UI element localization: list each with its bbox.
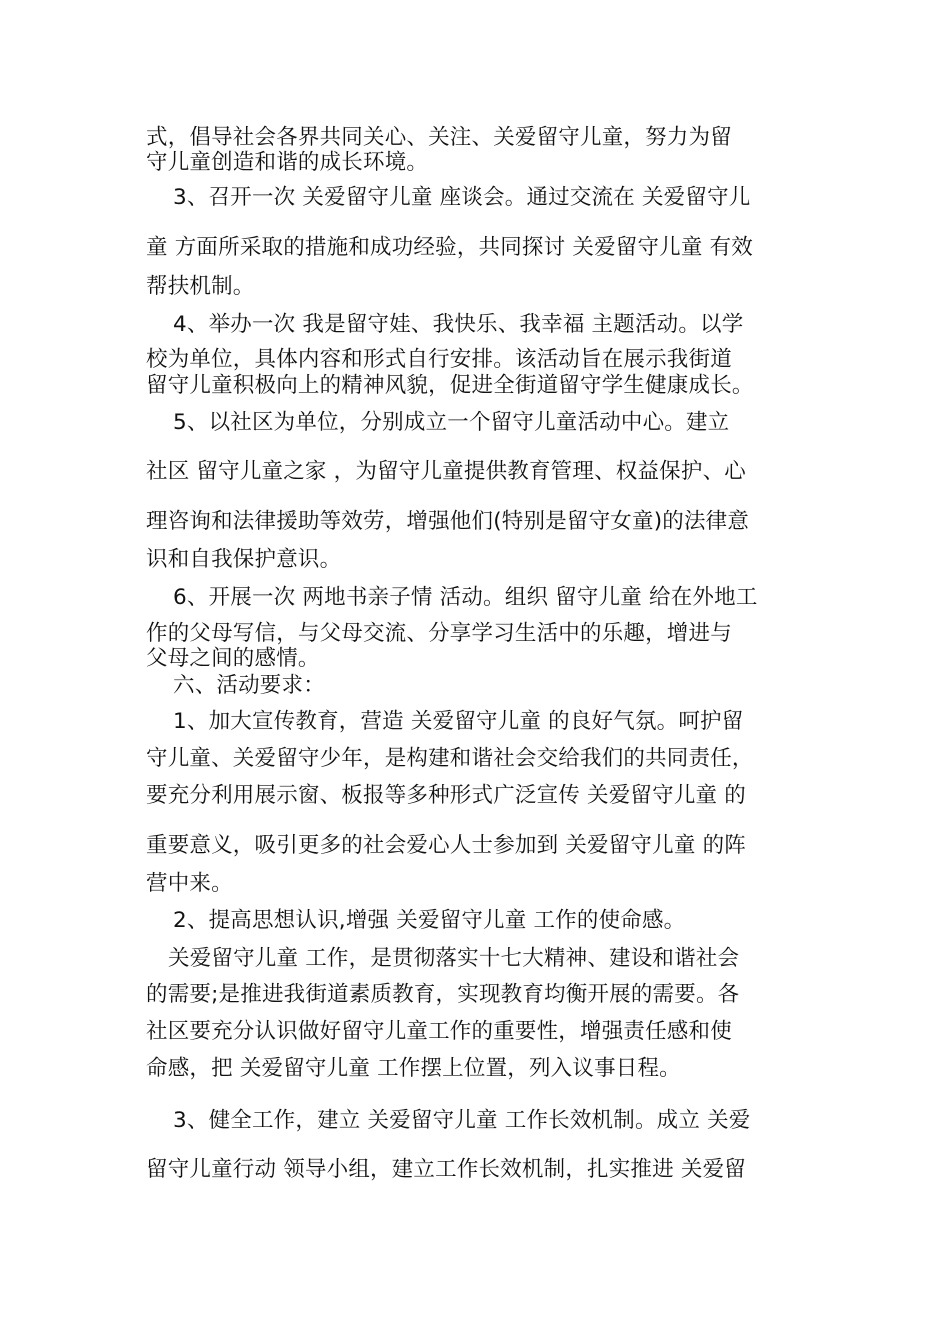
text-line: 识和自我保护意识。 bbox=[146, 547, 342, 572]
text-line: 帮扶机制。 bbox=[146, 274, 255, 299]
text-line: 6、开展一次 两地书亲子情 活动。组织 留守儿童 给在外地工 bbox=[173, 585, 758, 610]
text-line: 社区要充分认识做好留守儿童工作的重要性，增强责任感和使 bbox=[146, 1019, 732, 1044]
text-line: 营中来。 bbox=[146, 871, 233, 896]
text-line: 3、健全工作，建立 关爱留守儿童 工作长效机制。成立 关爱 bbox=[173, 1108, 751, 1133]
text-line: 守儿童、关爱留守少年，是构建和谐社会交给我们的共同责任， bbox=[146, 746, 754, 771]
text-line: 式，倡导社会各界共同关心、关注、关爱留守儿童，努力为留 bbox=[146, 125, 732, 150]
section-heading: 六、活动要求： bbox=[173, 673, 325, 698]
text-line: 重要意义，吸引更多的社会爱心人士参加到 关爱留守儿童 的阵 bbox=[146, 833, 746, 858]
text-line: 的需要;是推进我街道素质教育，实现教育均衡开展的需要。各 bbox=[146, 982, 740, 1007]
text-line: 5、以社区为单位，分别成立一个留守儿童活动中心。建立 bbox=[173, 410, 730, 435]
text-line: 要充分利用展示窗、板报等多种形式广泛宣传 关爱留守儿童 的 bbox=[146, 783, 746, 808]
text-line: 守儿童创造和谐的成长环境。 bbox=[146, 150, 429, 175]
text-line: 2、提高思想认识,增强 关爱留守儿童 工作的使命感。 bbox=[173, 908, 686, 933]
text-line: 留守儿童积极向上的精神风貌，促进全街道留守学生健康成长。 bbox=[146, 373, 754, 398]
text-line: 父母之间的感情。 bbox=[146, 646, 320, 671]
text-line: 理咨询和法律援助等效劳，增强他们(特别是留守女童)的法律意 bbox=[146, 509, 750, 534]
text-line: 关爱留守儿童 工作，是贯彻落实十七大精神、建设和谐社会 bbox=[168, 946, 740, 971]
text-line: 童 方面所采取的措施和成功经验，共同探讨 关爱留守儿童 有效 bbox=[146, 235, 754, 260]
text-line: 社区 留守儿童之家 ，为留守儿童提供教育管理、权益保护、心 bbox=[146, 459, 746, 484]
text-line: 留守儿童行动 领导小组，建立工作长效机制，扎实推进 关爱留 bbox=[146, 1157, 746, 1182]
text-line: 3、召开一次 关爱留守儿童 座谈会。通过交流在 关爱留守儿 bbox=[173, 185, 751, 210]
text-line: 校为单位，具体内容和形式自行安排。该活动旨在展示我街道 bbox=[146, 347, 732, 372]
text-line: 作的父母写信，与父母交流、分享学习生活中的乐趣，增进与 bbox=[146, 621, 732, 646]
text-line: 命感，把 关爱留守儿童 工作摆上位置，列入议事日程。 bbox=[146, 1056, 681, 1081]
text-line: 1、加大宣传教育，营造 关爱留守儿童 的良好气氛。呵护留 bbox=[173, 709, 744, 734]
text-line: 4、举办一次 我是留守娃、我快乐、我幸福 主题活动。以学 bbox=[173, 312, 744, 337]
